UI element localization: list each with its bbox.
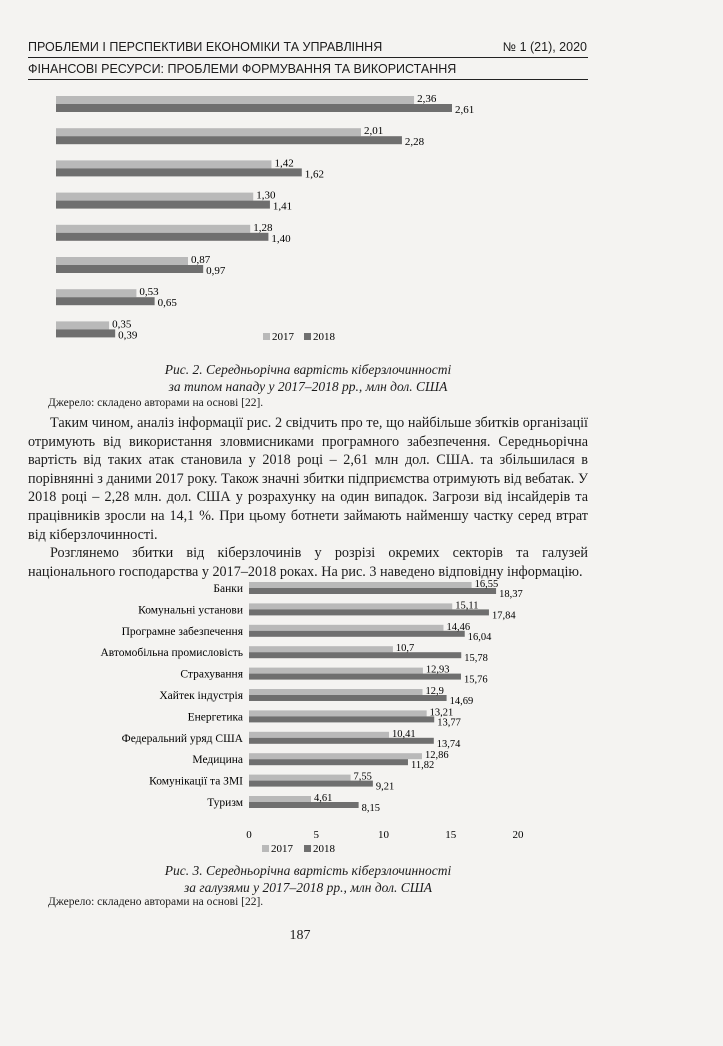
data-label-2018: 9,21 [375,781,395,793]
bar-2017 [249,646,393,652]
figure-3-caption-line2: за галузями у 2017–2018 рр., млн дол. США [183,880,433,895]
bar-2017 [56,321,109,329]
bar-2017 [56,160,271,168]
data-label-2018: 13,74 [436,738,461,750]
data-label-2018: 2,61 [455,104,475,116]
figure-3-chart [0,576,600,856]
paragraph-1: Таким чином, аналіз інформації рис. 2 свідчить про те, що найбільше збитків організації отримують від використання зловмисниками програмного забезпечення. Середньорічна вартість від таких атак становила у 2018 році – 2,61 млн дол. США. та збільшилася в порівнянні з даними 2017 року. Також значні збитки підприємства отримують від вебатак. У 2018 році – 2,28 млн. дол. США у розрахунку на один випадок. Загрози від інсайдерів та працівників зросли на 14,1 %. При цьому ботнети займають найменшу частку серед втрат від кіберзлочинності. [28,415,588,543]
bar-2018 [249,802,359,808]
x-tick-label: 15 [445,829,457,841]
bar-2018 [249,716,434,722]
data-label-2017: 4,61 [314,793,333,804]
category-label: Туризм [207,797,243,809]
x-tick-label: 5 [313,829,319,841]
page-number: 187 [289,928,311,943]
figure-3-caption-line1: Рис. 3. Середньорічна вартість кіберзлочинності [164,863,452,878]
bar-2018 [249,631,465,637]
data-label-2018: 0,39 [118,329,138,342]
data-label-2017: 13,21 [429,707,454,719]
body-text [28,414,588,581]
bar-2018 [249,652,461,658]
bar-2017 [249,603,452,609]
issue-number: № 1 (21), 2020 [502,40,587,54]
category-label: Медицина [192,754,243,767]
data-label-2017: 0,87 [191,254,211,266]
bar-2017 [249,796,311,802]
category-label: Програмне забезпечення [121,625,243,638]
data-label-2017: 10,41 [392,728,416,740]
data-label-2018: 13,77 [437,717,461,729]
data-label-2017: 0,53 [139,286,159,299]
data-label-2018: 2,28 [404,136,425,149]
data-label-2017: 12,93 [425,664,450,676]
bar-2017 [249,582,472,588]
data-label-2018: 17,84 [491,610,516,622]
category-label: Страхування [180,668,243,681]
bar-2018 [249,609,489,615]
bar-2017 [56,128,361,136]
data-label-2018: 1,41 [272,200,293,213]
bar-2017 [249,732,389,738]
category-label: Комунальні установи [138,604,243,617]
figure-2-chart [0,84,600,346]
bar-2017 [249,668,423,674]
bar-2017 [249,625,443,631]
bar-2018 [56,265,203,273]
figure-2-caption-line2: за типом нападу у 2017–2018 рр., млн дол. США [168,379,448,394]
bar-2017 [249,775,351,781]
data-label-2018: 0,65 [157,297,177,310]
figure-2-caption [48,361,568,395]
section-rule [28,79,588,80]
data-label-2017: 12,9 [425,686,444,697]
data-label-2017: 2,01 [363,125,384,138]
legend-label-2017: 2017 [271,843,293,855]
bar-2018 [249,588,496,594]
data-label-2018: 15,78 [464,653,488,665]
data-label-2018: 1,62 [304,168,325,181]
data-label-2018: 11,82 [410,760,435,772]
bar-2018 [56,297,155,305]
legend-swatch-2017 [263,333,270,340]
bar-2018 [56,233,268,241]
data-label-2017: 2,36 [417,93,437,105]
data-label-2017: 16,55 [474,579,499,590]
bar-2017 [56,289,136,297]
data-label-2018: 8,15 [361,803,380,814]
x-tick-label: 0 [246,829,252,841]
figure-3-caption [48,862,568,896]
bar-2018 [249,759,408,765]
bar-2018 [56,136,402,144]
category-label: Федеральний уряд США [121,732,243,745]
data-label-2017: 14,46 [446,621,471,633]
bar-2018 [56,329,115,337]
legend-swatch-2018 [304,845,311,852]
data-label-2018: 14,69 [449,696,474,707]
category-label: Комунікації та ЗМІ [149,775,243,788]
bar-2017 [56,193,253,201]
category-label: Енергетика [187,711,243,724]
data-label-2018: 15,76 [463,674,488,686]
legend-swatch-2018 [304,333,311,340]
journal-title: ПРОБЛЕМИ І ПЕРСПЕКТИВИ ЕКОНОМІКИ ТА УПРАВЛІННЯ [28,40,383,54]
bar-2017 [56,96,414,104]
paragraph-2: Розглянемо збитки від кіберзлочинів у розрізі окремих секторів та галузей національного господарства у 2017–2018 роках. На рис. 3 наведено відповідну інформацію. [28,545,588,580]
bar-2017 [249,689,423,695]
bar-2018 [56,104,452,112]
data-label-2017: 7,55 [353,771,372,783]
figure-3-source: Джерело: складено авторами на основі [22]. [48,896,264,908]
x-tick-label: 10 [378,829,389,841]
bar-2017 [56,225,250,233]
data-label-2018: 1,40 [271,232,291,245]
data-label-2017: 10,7 [395,643,415,655]
bar-2017 [249,753,422,759]
data-label-2018: 0,97 [206,265,226,277]
data-label-2017: 15,11 [455,600,479,612]
bar-2018 [249,695,447,701]
legend-label-2018: 2018 [313,843,335,855]
figure-2-source: Джерело: складено авторами на основі [22]. [48,397,264,409]
data-label-2018: 16,04 [467,631,492,643]
category-label: Банки [213,583,243,595]
bar-2017 [56,257,188,265]
bar-2018 [56,168,302,176]
header-rule [28,57,588,58]
data-label-2017: 1,42 [274,157,294,170]
legend-label-2017: 2017 [272,331,294,343]
figure-2-caption-line1: Рис. 2. Середньорічна вартість кіберзлочинності [164,362,452,377]
data-label-2017: 12,86 [424,750,449,762]
legend-swatch-2017 [262,845,269,852]
data-label-2018: 18,37 [499,589,523,600]
data-label-2017: 0,35 [112,318,132,331]
section-title: ФІНАНСОВІ РЕСУРСИ: ПРОБЛЕМИ ФОРМУВАННЯ ТА ВИКОРИСТАННЯ [28,62,457,76]
category-label: Автомобільна промисловість [100,647,243,660]
data-label-2017: 1,28 [253,221,273,234]
x-tick-label: 20 [512,829,524,841]
data-label-2017: 1,30 [256,189,276,202]
category-label: Хайтек індустрія [159,690,243,702]
bar-2018 [56,201,270,209]
legend-label-2018: 2018 [313,331,335,343]
bar-2017 [249,710,427,716]
